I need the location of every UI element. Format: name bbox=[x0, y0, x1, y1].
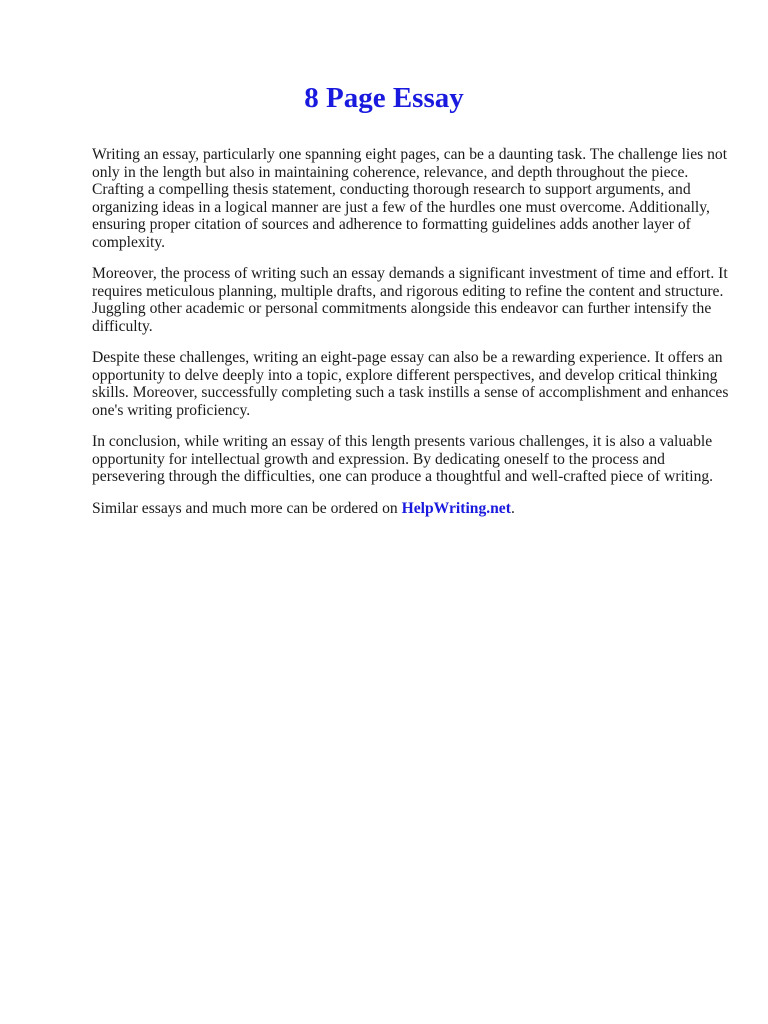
page-title: 8 Page Essay bbox=[304, 82, 464, 114]
paragraph-1: Writing an essay, particularly one spanning eight pages, can be a daunting task. The challenge lies not only in the length but also in maintaining coherence, relevance, and depth throughout the piece. Crafting a compelling thesis statement, conducting thorough research to support arguments, and organizing ideas in a logical manner are just a few of the hurdles one must overcome. Additionally, ensuring proper citation of sources and adherence to formatting guidelines adds another layer of complexity. bbox=[92, 146, 728, 251]
helpwriting-link[interactable]: HelpWriting.net bbox=[401, 499, 511, 517]
footer-prefix: Similar essays and much more can be ordered on bbox=[92, 499, 402, 517]
paragraph-4: In conclusion, while writing an essay of this length presents various challenges, it is also a valuable opportunity for intellectual growth and expression. By dedicating oneself to the process and persevering through the difficulties, one can produce a thoughtful and well-crafted piece of writing. bbox=[92, 433, 714, 485]
essay-body bbox=[92, 146, 732, 531]
footer-suffix: . bbox=[510, 499, 515, 517]
footer-line bbox=[92, 500, 732, 518]
paragraph-3: Despite these challenges, writing an eight-page essay can also be a rewarding experience. It offers an opportunity to delve deeply into a topic, explore different perspectives, and develop critical thinking skills. Moreover, successfully completing such a task instills a sense of accomplishment and enhances one's writing proficiency. bbox=[92, 349, 729, 419]
paragraph-2: Moreover, the process of writing such an essay demands a significant investment of time and effort. It requires meticulous planning, multiple drafts, and rigorous editing to refine the content and structure. Juggling other academic or personal commitments alongside this endeavor can further intensify the difficulty. bbox=[92, 265, 728, 335]
